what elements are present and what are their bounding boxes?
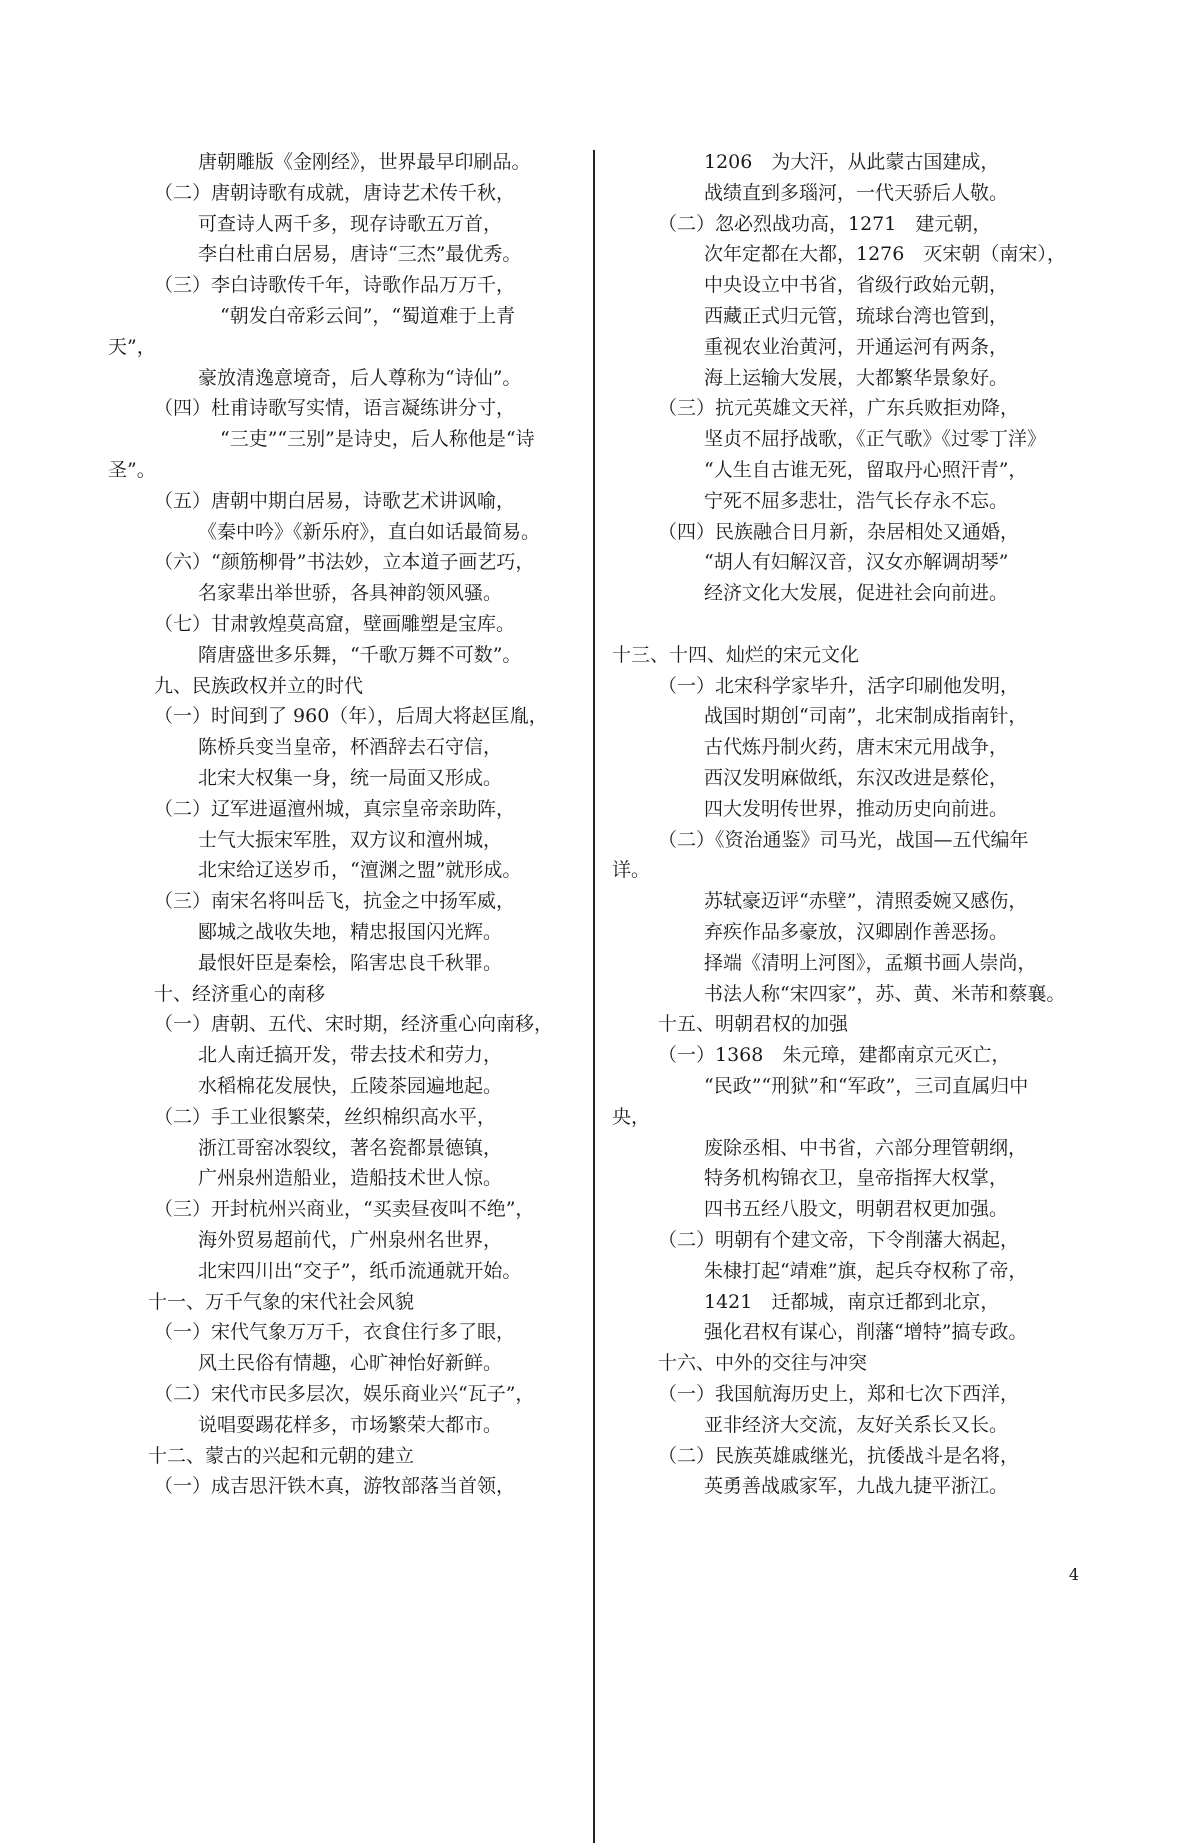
text-line: 十三、十四、灿烂的宋元文化 bbox=[612, 643, 860, 666]
text-line: 北宋四川出“交子”，纸币流通就开始。 bbox=[198, 1259, 522, 1282]
text-line: 英勇善战戚家军，九战九捷平浙江。 bbox=[704, 1475, 1009, 1498]
text-line: 北人南迁搞开发，带去技术和劳力， bbox=[198, 1044, 503, 1067]
text-line: 宁死不屈多悲壮，浩气长存永不忘。 bbox=[704, 489, 1009, 512]
text-line: 水稻棉花发展快，丘陵茶园遍地起。 bbox=[198, 1075, 503, 1097]
text-line: 废除丞相、中书省，六部分理管朝纲， bbox=[704, 1136, 1028, 1159]
text-line: 十五、明朝君权的加强 bbox=[658, 1013, 849, 1036]
text-line: 天”， bbox=[108, 335, 156, 358]
text-line: 最恨奸臣是秦桧，陷害忠良千秋罪。 bbox=[198, 951, 503, 974]
text-line: （二）民族英雄戚继光，抗倭战斗是名将， bbox=[658, 1444, 1020, 1467]
text-line: 海上运输大发展，大都繁华景象好。 bbox=[704, 366, 1009, 389]
text-line: 十一、万千气象的宋代社会风貌 bbox=[148, 1290, 415, 1313]
text-line: “民政”“刑狱”和“军政”，三司直属归中 bbox=[704, 1075, 1029, 1097]
text-line: （二）《资治通鉴》司马光，战国—五代编年 bbox=[658, 828, 1029, 851]
text-line: （一）我国航海历史上，郑和七次下西洋， bbox=[658, 1383, 1020, 1405]
text-line: 唐朝雕版《金刚经》，世界最早印刷品。 bbox=[198, 151, 531, 173]
text-line: （七）甘肃敦煌莫高窟，壁画雕塑是宝库。 bbox=[154, 613, 516, 635]
text-line: 北宋大权集一身，统一局面又形成。 bbox=[198, 767, 503, 789]
text-line: （六）“颜筋柳骨”书法妙，立本道子画艺巧， bbox=[154, 551, 535, 574]
text-line: 1421 迁都城，南京迁都到北京， bbox=[704, 1290, 1000, 1313]
text-line: 九、民族政权并立的时代 bbox=[154, 674, 364, 697]
text-line: “朝发白帝彩云间”，“蜀道难于上青 bbox=[220, 305, 516, 327]
text-line: （二）唐朝诗歌有成就，唐诗艺术传千秋， bbox=[154, 181, 516, 204]
text-line: （一）北宋科学家毕升，活字印刷他发明， bbox=[658, 674, 1020, 697]
text-line: 坚贞不屈抒战歌，《正气歌》《过零丁洋》 bbox=[704, 428, 1047, 451]
text-line: （五）唐朝中期白居易，诗歌艺术讲讽喻， bbox=[154, 489, 516, 512]
text-line: 西藏正式归元管，琉球台湾也管到， bbox=[704, 305, 1009, 327]
text-line: （一）唐朝、五代、宋时期，经济重心向南移， bbox=[154, 1013, 554, 1036]
text-line: “三吏”“三别”是诗史，后人称他是“诗 bbox=[220, 428, 535, 451]
text-line: （一）成吉思汗铁木真，游牧部落当首领， bbox=[154, 1475, 516, 1498]
text-line: 四书五经八股文，明朝君权更加强。 bbox=[704, 1198, 1009, 1221]
text-line: 圣”。 bbox=[108, 459, 156, 481]
text-line: 海外贸易超前代，广州泉州名世界， bbox=[198, 1229, 503, 1251]
text-line: 十、经济重心的南移 bbox=[154, 982, 326, 1005]
text-line: （二）忽必烈战功高，1271 建元朝， bbox=[658, 212, 992, 235]
text-line: （三）抗元英雄文天祥，广东兵败拒劝降， bbox=[658, 397, 1020, 420]
text-line: 郾城之战收失地，精忠报国闪光辉。 bbox=[198, 921, 503, 943]
text-line: 十二、蒙古的兴起和元朝的建立 bbox=[148, 1444, 415, 1467]
text-line: 四大发明传世界，推动历史向前进。 bbox=[704, 797, 1009, 820]
text-line: 朱棣打起“靖难”旗，起兵夺权称了帝， bbox=[704, 1259, 1028, 1282]
text-line: 书法人称“宋四家”，苏、黄、米芾和蔡襄。 bbox=[704, 982, 1066, 1005]
text-line: 隋唐盛世多乐舞，“千歌万舞不可数”。 bbox=[198, 643, 522, 666]
text-line: （二）手工业很繁荣，丝织棉织高水平， bbox=[154, 1105, 497, 1128]
text-line: 1206 为大汗，从此蒙古国建成， bbox=[704, 151, 1000, 173]
text-line: 北宋给辽送岁币，“澶渊之盟”就形成。 bbox=[198, 859, 522, 882]
text-line: 详。 bbox=[612, 859, 651, 882]
text-line: 可查诗人两千多，现存诗歌五万首， bbox=[198, 212, 503, 235]
column-divider bbox=[593, 150, 595, 1843]
text-line: 广州泉州造船业，造船技术世人惊。 bbox=[198, 1167, 503, 1190]
text-line: （三）南宋名将叫岳飞，抗金之中扬军威， bbox=[154, 890, 516, 913]
text-line: 强化君权有谋心，削藩“增特”搞专政。 bbox=[704, 1321, 1028, 1344]
text-line: （二）宋代市民多层次，娱乐商业兴“瓦子”， bbox=[154, 1383, 535, 1405]
text-line: 战绩直到多瑙河，一代天骄后人敬。 bbox=[704, 181, 1009, 204]
text-line: 士气大振宋军胜，双方议和澶州城， bbox=[198, 828, 503, 851]
text-line: （四）民族融合日月新，杂居相处又通婚， bbox=[658, 520, 1020, 543]
text-line: 十六、中外的交往与冲突 bbox=[658, 1352, 868, 1375]
text-line: 李白杜甫白居易，唐诗“三杰”最优秀。 bbox=[198, 243, 522, 266]
text-line: （一）1368 朱元璋，建都南京元灭亡， bbox=[658, 1044, 1011, 1067]
text-line: 古代炼丹制火药，唐末宋元用战争， bbox=[704, 736, 1009, 759]
text-line: 亚非经济大交流，友好关系长又长。 bbox=[704, 1413, 1009, 1436]
text-line: （二）明朝有个建文帝，下令削藩大祸起， bbox=[658, 1229, 1020, 1251]
text-line: 经济文化大发展，促进社会向前进。 bbox=[704, 582, 1009, 605]
text-line: “胡人有妇解汉音，汉女亦解调胡琴” bbox=[704, 551, 1009, 574]
text-line: （四）杜甫诗歌写实情，语言凝练讲分寸， bbox=[154, 397, 516, 420]
text-line: 重视农业治黄河，开通运河有两条， bbox=[704, 335, 1009, 358]
text-line: 陈桥兵变当皇帝，杯酒辞去石守信， bbox=[198, 736, 503, 759]
text-line: 《秦中吟》《新乐府》，直白如话最简易。 bbox=[198, 520, 541, 543]
text-line: （二）辽军进逼澶州城，真宗皇帝亲助阵， bbox=[154, 797, 516, 820]
text-line: 风土民俗有情趣，心旷神怡好新鲜。 bbox=[198, 1352, 503, 1375]
text-line: 择端《清明上河图》，孟頫书画人崇尚， bbox=[704, 951, 1037, 974]
text-line: 说唱耍踢花样多，市场繁荣大都市。 bbox=[198, 1413, 503, 1436]
text-line: 中央设立中书省，省级行政始元朝， bbox=[704, 274, 1009, 297]
text-line: 战国时期创“司南”，北宋制成指南针， bbox=[704, 705, 1028, 728]
text-line: 名家辈出举世骄，各具神韵领风骚。 bbox=[198, 582, 503, 605]
text-line: 弃疾作品多豪放，汉卿剧作善恶扬。 bbox=[704, 921, 1009, 943]
text-line: 次年定都在大都，1276 灭宋朝（南宋）， bbox=[704, 243, 1066, 266]
text-line: 浙江哥窑冰裂纹，著名瓷都景德镇， bbox=[198, 1136, 503, 1159]
text-line: 央， bbox=[612, 1105, 651, 1128]
text-line: （一）宋代气象万万千，衣食住行多了眼， bbox=[154, 1321, 516, 1344]
text-line: （一）时间到了 960（年），后周大将赵匡胤， bbox=[154, 705, 548, 728]
page-number: 4 bbox=[1068, 1565, 1079, 1584]
text-line: （三）李白诗歌传千年，诗歌作品万万千， bbox=[154, 274, 516, 297]
text-line: 特务机构锦衣卫，皇帝指挥大权掌， bbox=[704, 1167, 1009, 1190]
text-line: （三）开封杭州兴商业，“买卖昼夜叫不绝”， bbox=[154, 1198, 535, 1221]
text-line: “人生自古谁无死，留取丹心照汗青”， bbox=[704, 459, 1028, 481]
text-line: 豪放清逸意境奇，后人尊称为“诗仙”。 bbox=[198, 366, 522, 389]
text-line: 苏轼豪迈评“赤壁”，清照委婉又感伤， bbox=[704, 890, 1028, 913]
text-line: 西汉发明麻做纸，东汉改进是蔡伦， bbox=[704, 767, 1009, 789]
